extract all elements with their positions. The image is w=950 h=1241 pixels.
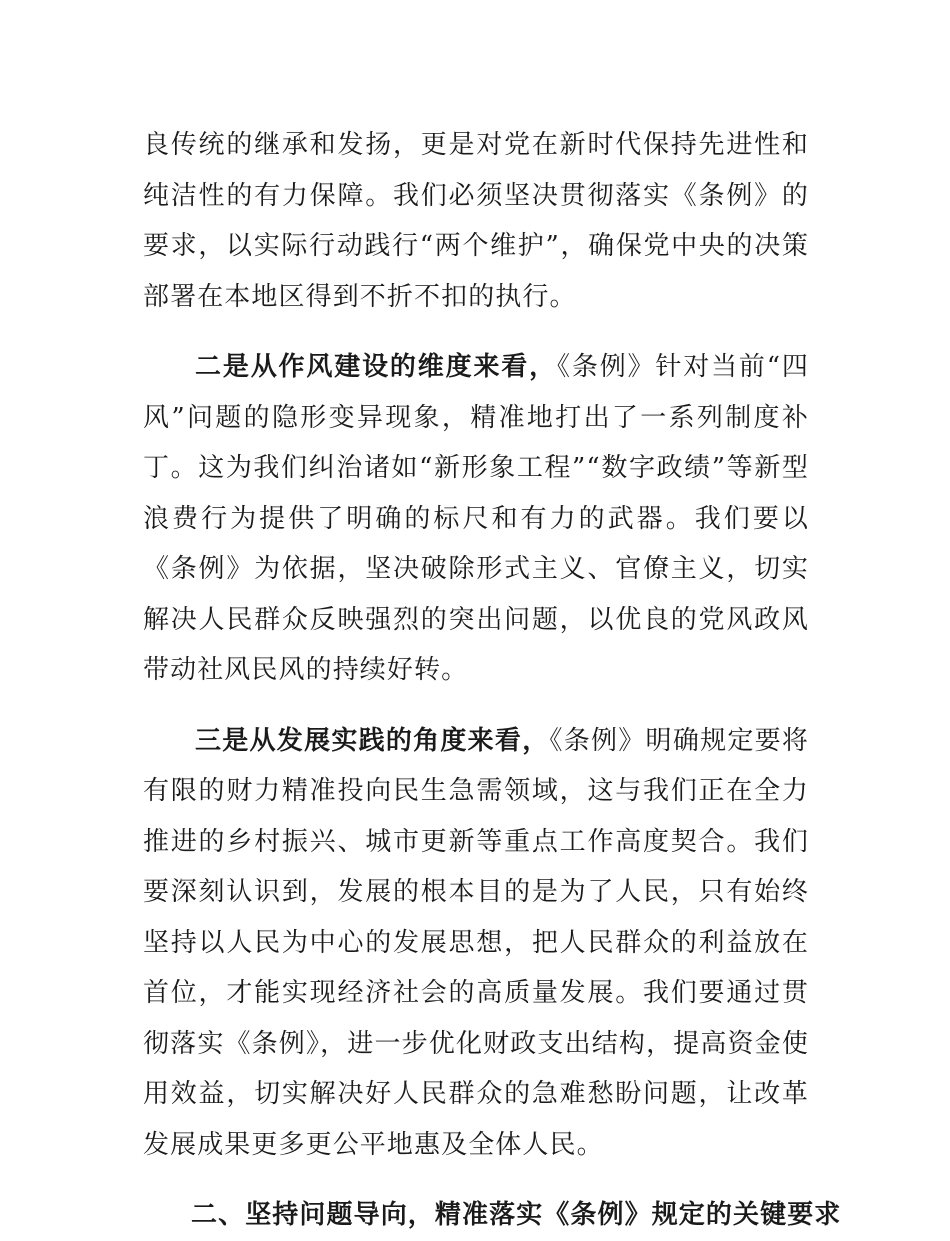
- section-heading: 二、坚持问题导向，精准落实《条例》规定的关键要求: [191, 1200, 842, 1230]
- paragraph-development-practice: [143, 716, 809, 1171]
- paragraph-lead: 三是从发展实践的角度来看，: [195, 725, 550, 756]
- paragraph-text: 《条例》明确规定要将有限的财力精准投向民生急需领域，这与我们正在全力推进的乡村振兴、城市更新等重点工作高度契合。我们要深刻认识到，发展的根本目的是为了人民，只有始终坚持以人民为中心的发展思想，把人民群众的利益放在首位，才能实现经济社会的高质量发展。我们要通过贯彻落实《条例》，进一步优化财政支出结构，提高资金使用效益，切实解决好人民群众的急难愁盼问题，让改革发展成果更多更公平地惠及全体人民。: [143, 725, 809, 1160]
- paragraph-gap: [143, 322, 809, 342]
- paragraph-continuation: [143, 120, 809, 322]
- document-page: [143, 120, 842, 1241]
- paragraph-style-building: [143, 342, 809, 696]
- paragraph-gap: [143, 696, 809, 716]
- paragraph-text: 良传统的继承和发扬，更是对党在新时代保持先进性和纯洁性的有力保障。我们必须坚决贯彻落实《条例》的要求，以实际行动践行“两个维护”，确保党中央的决策部署在本地区得到不折不扣的执行。: [143, 130, 809, 312]
- paragraph-text: 《条例》针对当前“四风”问题的隐形变异现象，精准地打出了一系列制度补丁。这为我们纠治诸如“新形象工程”“数字政绩”等新型浪费行为提供了明确的标尺和有力的武器。我们要以《条例》为依据，坚决破除形式主义、官僚主义，切实解决人民群众反映强烈的突出问题，以优良的党风政风带动社风民风的持续好转。: [143, 352, 809, 685]
- paragraph-lead: 二是从作风建设的维度来看，: [195, 352, 557, 382]
- paragraph-gap: [143, 1170, 809, 1190]
